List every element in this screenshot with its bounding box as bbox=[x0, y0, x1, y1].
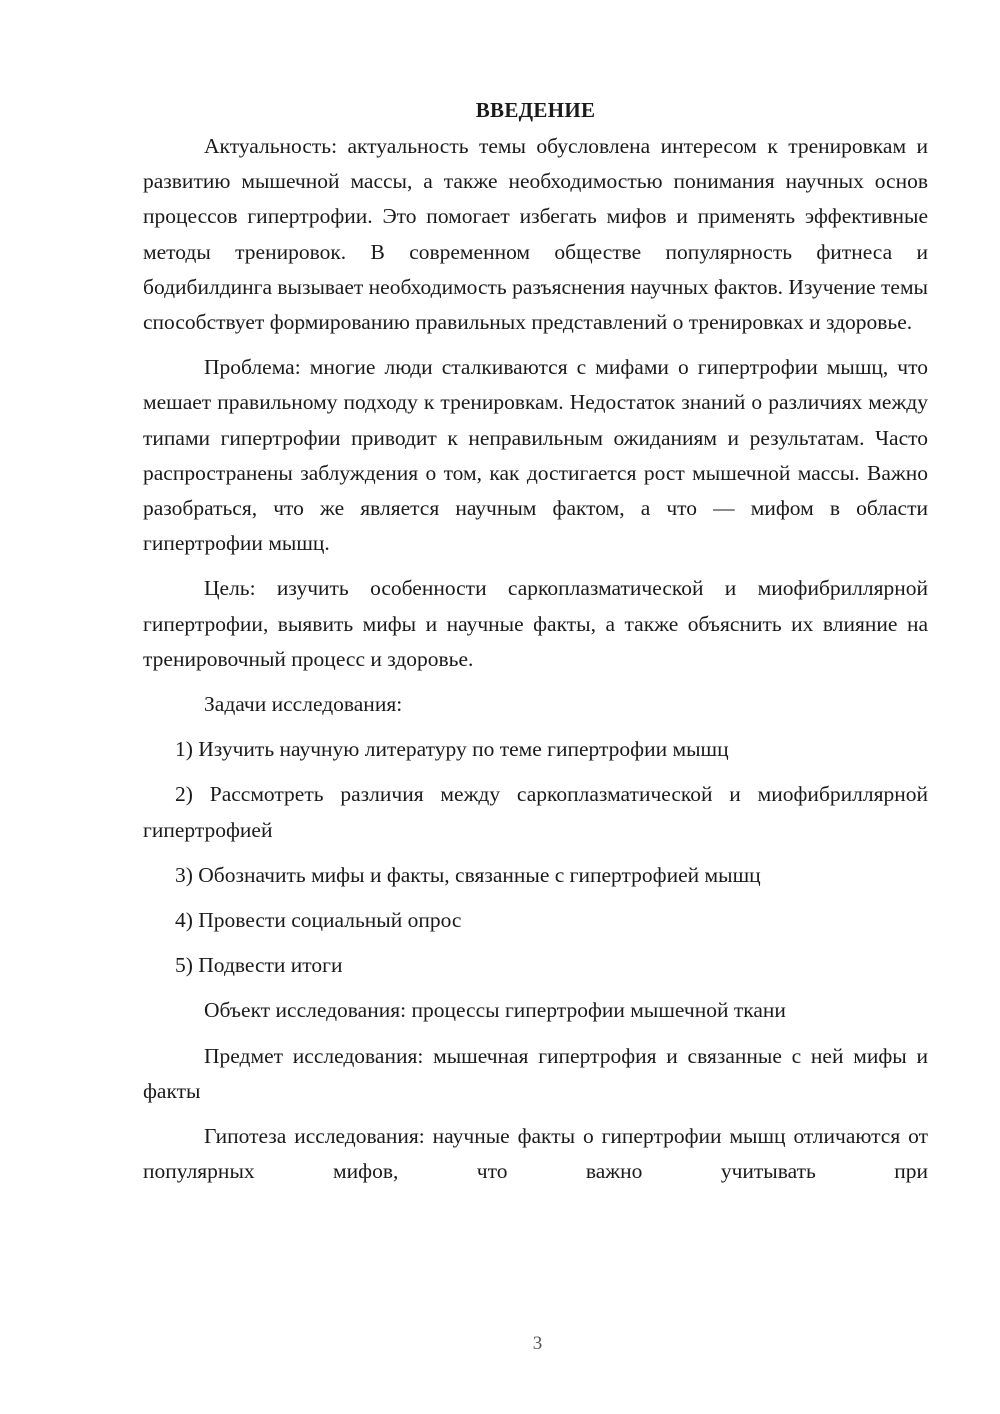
task-item-5: 5) Подвести итоги bbox=[175, 953, 343, 978]
paragraph-subject: Предмет исследования: мышечная гипертрофия и связанные с ней мифы и факты bbox=[143, 1043, 928, 1103]
paragraph-hypothesis: Гипотеза исследования: научные факты о гипертрофии мышц отличаются от популярных мифов, что важно учитывать при bbox=[143, 1124, 928, 1184]
document-page bbox=[143, 95, 928, 1189]
paragraph-relevance: Актуальность: актуальность темы обусловлена интересом к тренировкам и развитию мышечной массы, а также необходимостью понимания научных основ процессов гипертрофии. Это помогает избегать мифов и применять эффективные методы тренировок. В современном обществе популярность фитнеса и бодибилдинга вызывает необходимость разъяснения научных фактов. Изучение темы способствует формированию правильных представлений о тренировках и здоровье. bbox=[143, 134, 928, 335]
task-item-3: 3) Обозначить мифы и факты, связанные с гипертрофией мышц bbox=[175, 862, 761, 887]
paragraph-object: Объект исследования: процессы гипертрофии мышечной ткани bbox=[204, 998, 786, 1023]
paragraph-problem: Проблема: многие люди сталкиваются с мифами о гипертрофии мышц, что мешает правильному подходу к тренировкам. Недостаток знаний о различиях между типами гипертрофии приводит к неправильным ожиданиям и результатам. Часто распространены заблуждения о том, как достигается рост мышечной массы. Важно разобраться, что же является научным фактом, а что — мифом в области гипертрофии мышц. bbox=[143, 355, 928, 556]
task-item-1: 1) Изучить научную литературу по теме гипертрофии мышц bbox=[175, 737, 729, 762]
task-item-2: 2) Рассмотреть различия между саркоплазматической и миофибриллярной гипертрофией bbox=[143, 782, 928, 842]
paragraph-goal: Цель: изучить особенности саркоплазматической и миофибриллярной гипертрофии, выявить мифы и научные факты, а также объяснить их влияние на тренировочный процесс и здоровье. bbox=[143, 576, 928, 671]
task-item-4: 4) Провести социальный опрос bbox=[175, 908, 462, 933]
page-number: 3 bbox=[532, 1333, 543, 1354]
paragraph-tasks-heading: Задачи исследования: bbox=[204, 692, 403, 717]
section-heading: ВВЕДЕНИЕ bbox=[475, 98, 596, 122]
